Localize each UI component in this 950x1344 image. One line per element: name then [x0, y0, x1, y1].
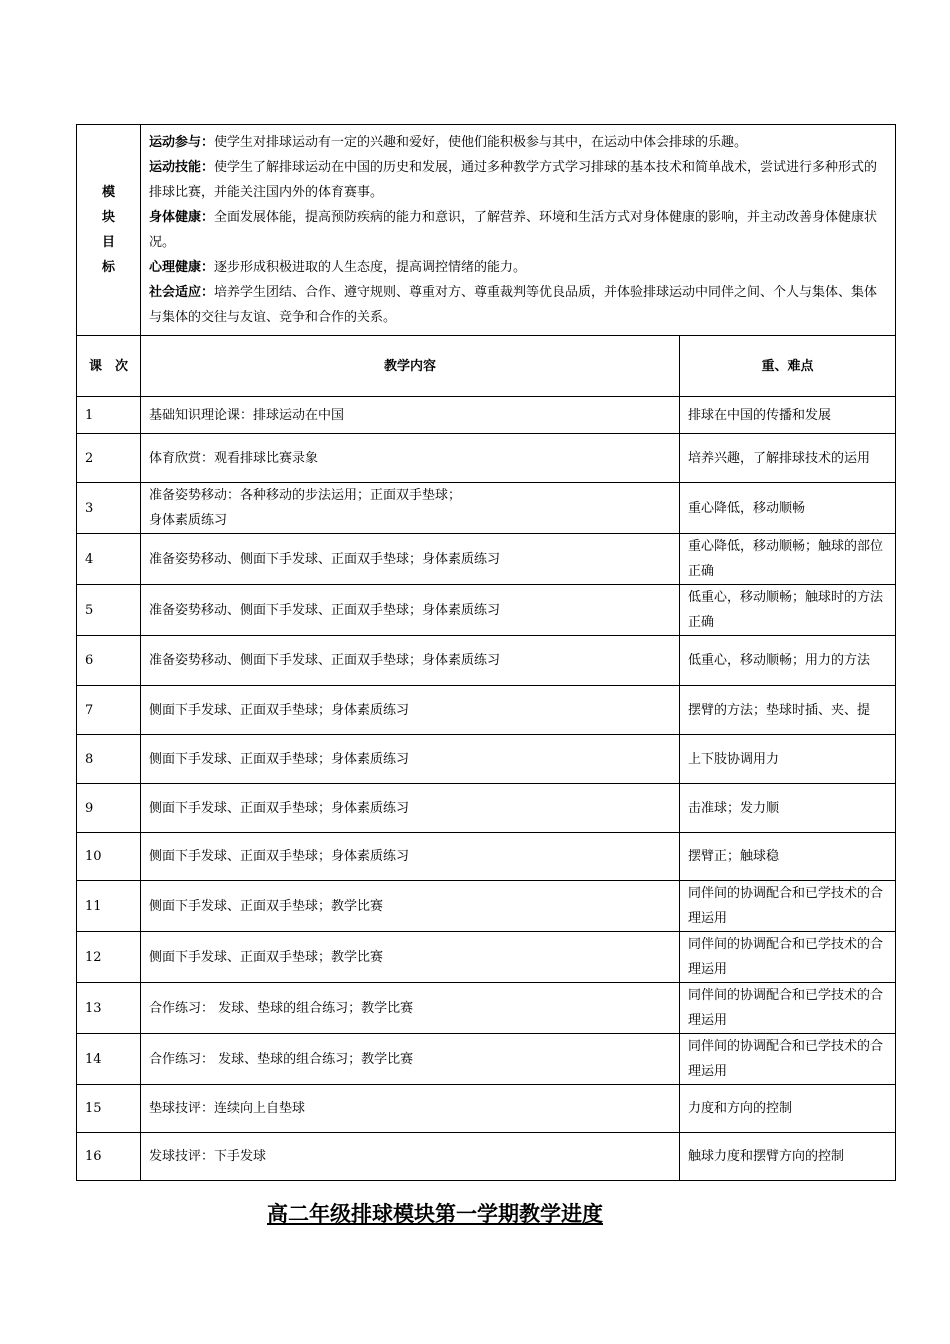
goal-item: [149, 255, 887, 280]
lesson-number: 6: [77, 636, 141, 686]
lesson-content: 体育欣赏：观看排球比赛录象: [141, 434, 680, 483]
lesson-number: 1: [77, 397, 141, 434]
lesson-focus: 上下肢协调用力: [680, 735, 896, 784]
goal-label-char: 标: [101, 260, 115, 275]
table-row: [77, 983, 896, 1034]
lesson-number: 16: [77, 1133, 141, 1181]
lesson-number: 10: [77, 833, 141, 881]
lesson-focus: 同伴间的协调配合和已学技术的合理运用: [680, 881, 896, 932]
lesson-content: 准备姿势移动、侧面下手发球、正面双手垫球；身体素质练习: [141, 534, 680, 585]
lesson-content: 准备姿势移动、侧面下手发球、正面双手垫球；身体素质练习: [141, 585, 680, 636]
table-row: [77, 434, 896, 483]
module-goals-content: [141, 125, 896, 336]
teaching-plan-table: [76, 124, 896, 1181]
goal-label-char: 模: [101, 185, 115, 200]
table-row: [77, 833, 896, 881]
lesson-content: 准备姿势移动：各种移动的步法运用；正面双手垫球； 身体素质练习: [141, 483, 680, 534]
table-row: [77, 636, 896, 686]
lesson-content: 准备姿势移动、侧面下手发球、正面双手垫球；身体素质练习: [141, 636, 680, 686]
lesson-content: 合作练习： 发球、垫球的组合练习；教学比赛: [141, 983, 680, 1034]
lesson-content: 侧面下手发球、正面双手垫球；身体素质练习: [141, 784, 680, 833]
table-row: [77, 483, 896, 534]
lesson-number: 13: [77, 983, 141, 1034]
table-header-row: [77, 336, 896, 397]
lesson-content: 侧面下手发球、正面双手垫球；教学比赛: [141, 881, 680, 932]
header-content: 教学内容: [141, 336, 680, 397]
lesson-number: 3: [77, 483, 141, 534]
lesson-focus: 低重心，移动顺畅；触球时的方法正确: [680, 585, 896, 636]
goal-label-char: 块: [101, 210, 115, 225]
goal-title: 运动技能：: [149, 160, 215, 175]
goal-label-char: 目: [101, 235, 115, 250]
lesson-number: 5: [77, 585, 141, 636]
goal-text: 逐步形成积极进取的人生态度，提高调控情绪的能力。: [214, 260, 527, 275]
lesson-focus: 重心降低，移动顺畅: [680, 483, 896, 534]
lesson-focus: 同伴间的协调配合和已学技术的合理运用: [680, 932, 896, 983]
goal-text: 使学生了解排球运动在中国的历史和发展，通过多种教学方式学习排球的基本技术和简单战术，尝试进行多种形式的排球比赛，并能关注国内外的体育赛事。: [149, 160, 878, 200]
table-row: [77, 881, 896, 932]
goal-item: [149, 155, 887, 205]
lesson-content: 基础知识理论课：排球运动在中国: [141, 397, 680, 434]
goal-title: 心理健康：: [149, 260, 215, 275]
goal-item: [149, 205, 887, 255]
lesson-number: 12: [77, 932, 141, 983]
lesson-number: 4: [77, 534, 141, 585]
goal-title: 运动参与：: [149, 135, 215, 150]
goal-item: [149, 130, 887, 155]
lesson-content: 侧面下手发球、正面双手垫球；身体素质练习: [141, 735, 680, 784]
header-focus: 重、难点: [680, 336, 896, 397]
lesson-focus: 低重心，移动顺畅；用力的方法: [680, 636, 896, 686]
lesson-content: 侧面下手发球、正面双手垫球；教学比赛: [141, 932, 680, 983]
lesson-focus: 重心降低，移动顺畅；触球的部位正确: [680, 534, 896, 585]
table-row: [77, 397, 896, 434]
table-row: [77, 585, 896, 636]
lesson-focus: 培养兴趣，了解排球技术的运用: [680, 434, 896, 483]
header-lesson: 课 次: [77, 336, 141, 397]
page-title: 高二年级排球模块第一学期教学进度: [267, 1201, 603, 1226]
goal-item: [149, 280, 887, 330]
table-row: [77, 1133, 896, 1181]
goal-title: 社会适应：: [149, 285, 215, 300]
lesson-focus: 同伴间的协调配合和已学技术的合理运用: [680, 1034, 896, 1085]
lesson-focus: 摆臂正；触球稳: [680, 833, 896, 881]
lesson-focus: 同伴间的协调配合和已学技术的合理运用: [680, 983, 896, 1034]
module-goals-row: [77, 125, 896, 336]
lesson-number: 11: [77, 881, 141, 932]
table-row: [77, 735, 896, 784]
lesson-number: 2: [77, 434, 141, 483]
lesson-number: 7: [77, 686, 141, 735]
lesson-number: 9: [77, 784, 141, 833]
lesson-content: 发球技评：下手发球: [141, 1133, 680, 1181]
lesson-content: 垫球技评：连续向上自垫球: [141, 1085, 680, 1133]
table-row: [77, 1034, 896, 1085]
table-row: [77, 1085, 896, 1133]
lesson-number: 8: [77, 735, 141, 784]
lesson-focus: 排球在中国的传播和发展: [680, 397, 896, 434]
lesson-focus: 力度和方向的控制: [680, 1085, 896, 1133]
table-row: [77, 686, 896, 735]
goal-text: 培养学生团结、合作、遵守规则、尊重对方、尊重裁判等优良品质，并体验排球运动中同伴之间、个人与集体、集体与集体的交往与友谊、竞争和合作的关系。: [149, 285, 878, 325]
lesson-focus: 击准球；发力顺: [680, 784, 896, 833]
lesson-focus: 摆臂的方法；垫球时插、夹、提: [680, 686, 896, 735]
table-row: [77, 534, 896, 585]
table-row: [77, 784, 896, 833]
lesson-number: 14: [77, 1034, 141, 1085]
goal-text: 使学生对排球运动有一定的兴趣和爱好，使他们能积极参与其中，在运动中体会排球的乐趣。: [214, 135, 748, 150]
goal-title: 身体健康：: [149, 210, 215, 225]
lesson-content: 合作练习： 发球、垫球的组合练习；教学比赛: [141, 1034, 680, 1085]
goal-text: 全面发展体能，提高预防疾病的能力和意识，了解营养、环境和生活方式对身体健康的影响，并主动改善身体健康状况。: [149, 210, 878, 250]
lesson-number: 15: [77, 1085, 141, 1133]
lesson-content: 侧面下手发球、正面双手垫球；身体素质练习: [141, 833, 680, 881]
table-row: [77, 932, 896, 983]
module-goals-label: [77, 125, 141, 336]
lesson-focus: 触球力度和摆臂方向的控制: [680, 1133, 896, 1181]
lesson-content: 侧面下手发球、正面双手垫球；身体素质练习: [141, 686, 680, 735]
